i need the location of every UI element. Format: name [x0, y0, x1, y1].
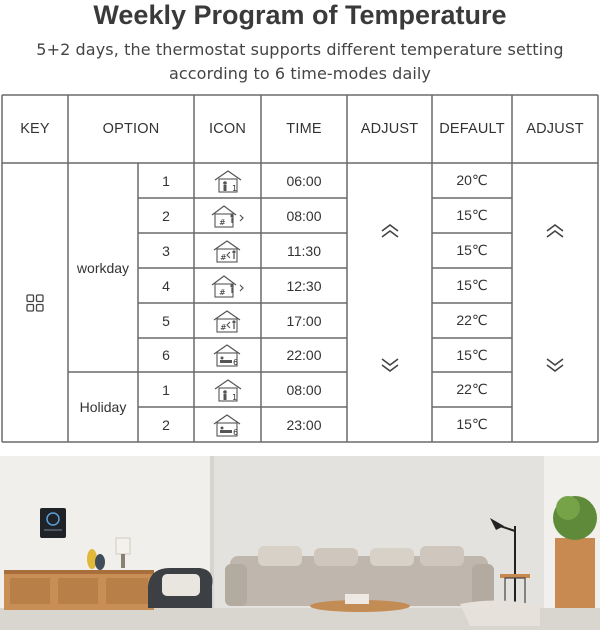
double-chevron-up-icon[interactable]: [347, 218, 432, 244]
row-default-temp: 15℃: [456, 242, 488, 258]
double-chevron-down-icon[interactable]: [347, 352, 432, 378]
page-title: Weekly Program of Temperature: [93, 0, 507, 30]
row-number: 2: [162, 207, 170, 224]
row-default-temp: 15℃: [456, 416, 488, 432]
svg-text:#: #: [219, 252, 227, 262]
group-holiday: Holiday: [79, 399, 127, 415]
header-default: DEFAULT: [439, 121, 505, 137]
header-icon: ICON: [208, 121, 247, 137]
row-time: 12:30: [286, 277, 322, 294]
header-adjust-2: ADJUST: [526, 121, 584, 137]
row-default-temp: 15℃: [456, 277, 488, 293]
header-option: OPTION: [102, 121, 160, 137]
row-default-temp: 15℃: [456, 207, 488, 223]
row-default-temp: 20℃: [456, 172, 488, 188]
row-time: 22:00: [286, 347, 322, 363]
subtitle: [0, 38, 600, 86]
double-chevron-up-icon[interactable]: [512, 218, 598, 244]
return-home-icon: [194, 303, 261, 338]
living-room-photo: [0, 456, 600, 630]
row-number: 5: [162, 312, 170, 329]
sleep-icon: [194, 338, 261, 372]
row-time: 17:00: [286, 312, 322, 329]
row-number: 1: [162, 381, 170, 398]
row-default-temp: 15℃: [456, 346, 488, 363]
thermostat-device: [40, 508, 66, 538]
row-number: 4: [162, 277, 170, 294]
svg-text:1: 1: [231, 392, 237, 402]
svg-text:6: 6: [232, 427, 238, 437]
row-time: 08:00: [286, 207, 322, 224]
svg-text:1: 1: [231, 183, 237, 193]
home-wake-icon: [194, 163, 261, 198]
subtitle-line-1: 5+2 days, the thermostat supports different temperature setting: [36, 40, 564, 59]
leave-home-icon: [194, 198, 261, 233]
svg-text:6: 6: [232, 358, 238, 367]
header-adjust-1: ADJUST: [360, 121, 419, 137]
leave-home-icon: [194, 268, 261, 303]
svg-text:#: #: [219, 322, 227, 332]
subtitle-line-2: according to 6 time-modes daily: [168, 64, 432, 83]
home-wake-icon: [194, 372, 261, 407]
row-default-temp: 22℃: [456, 381, 488, 397]
svg-text:#: #: [218, 287, 226, 297]
row-number: 3: [162, 242, 170, 259]
header-key: KEY: [20, 121, 50, 137]
return-home-icon: [194, 233, 261, 268]
row-number: 2: [162, 416, 170, 433]
row-number: 6: [162, 347, 170, 363]
row-time: 11:30: [287, 242, 321, 259]
row-time: 08:00: [286, 381, 322, 398]
sleep-icon: [194, 407, 261, 442]
row-time: 23:00: [286, 416, 322, 433]
double-chevron-down-icon[interactable]: [512, 352, 598, 378]
row-default-temp: 22℃: [456, 312, 488, 328]
header-time: TIME: [286, 121, 322, 137]
row-number: 1: [162, 172, 170, 189]
grid-menu-icon: [2, 163, 68, 442]
group-workday: workday: [76, 259, 130, 276]
svg-text:#: #: [218, 217, 226, 227]
row-time: 06:00: [286, 172, 322, 189]
